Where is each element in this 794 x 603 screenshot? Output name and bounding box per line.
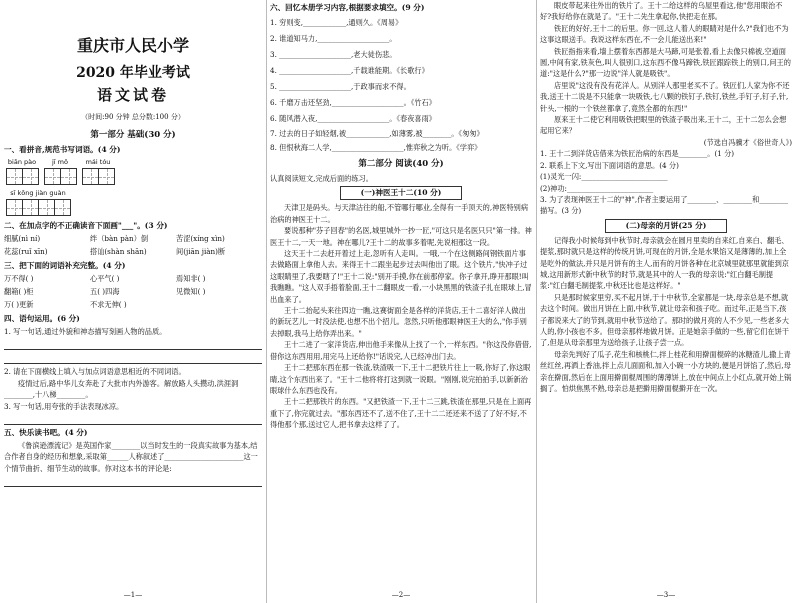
q6-line: 1. 穷则变,____________,通则久。《周易》 (270, 18, 403, 27)
q6-line: 2. 谁道知马力,____________________。 (270, 34, 397, 43)
reading1-paragraph: 王十二抬起头来往四边一瞧,这赛街面全是各样的洋货店,王十二喜好洋人做出的新玩艺儿,一时没法使,也想不出个招儿。忽然,只听他那眼神医王大的么,"你手别去掉眼,我马上给你弄出来。" (270, 306, 527, 338)
answer-line[interactable] (4, 352, 262, 364)
reading1-question: (1)灵光一闪:________________________ (540, 172, 668, 182)
reading1-paragraph: 铁匠的好好,王十二的后里。你一回,这人着人的眼睛对是什么?"我们也不为这事这眼送手。我说这样东西在,不一会儿能送出来!" (540, 23, 789, 45)
answer-cell[interactable] (6, 168, 23, 185)
q6-line: 7. 过去的日子如轻烟,被____________,如薄雾,被________。《匆匆》 (270, 129, 484, 138)
q5-text: 《鲁滨逊漂流记》是英国作家________以当时发生的一段真实故事为基本,结合作者自身的经历和想象,采取第______人称叙述了______________________这一个情节曲折、细节生动的故事。你对这本书的评论是: (4, 441, 258, 473)
reading1-paragraph: 天津卫是码头。与天津沽往的船,不管哪行哪业,全得有一手顶天的,神医特别病治病的神医王十二。 (270, 203, 529, 224)
q5-title: 五、快乐读书吧。(4 分) (4, 428, 88, 438)
reading-intro: 认真阅读短文,完成后面的练习。 (270, 174, 373, 183)
pinyin-row-1 (6, 158, 262, 185)
answer-line[interactable] (4, 475, 262, 487)
subject-title: 语文试卷 (96, 86, 169, 104)
page-2 (270, 0, 532, 603)
q4-title: 四、语句运用。(6 分) (4, 314, 80, 323)
reading1-question: (2)神功:________________________ (540, 183, 654, 193)
reading2-paragraph: 只是那时候家里穷,买不起月饼,于十中秋节,全家都是一块,母亲总是不想,就去这个时间。做出月饼在上面,中秋节,就让母亲和孩子吃。而过年,正是当下,孩子都说来大了的节到,就用中秋节送给了。那时的做月亮的人不少见,一些老多大人的,你小孩也不多。但母亲那样地做月饼。正是她亲手做的一些,留它们在饼干了,但是从母亲那里为送给孩子,让孩子尝一点。 (540, 292, 789, 348)
reading2-paragraph: 母亲先判好了瓜子,花生和核桃仁,拌上桂花和用擀面棍碎的冰糖渣儿,撒上青丝红丝,再洒上香油,拌上点儿面面和,加入小碗一小方块的,便是月饼馅了,然后,母亲在擀面,然后在上面用擀面棍周围的薄薄饼上,放在中间点上小红点,就开始上锅搁了。怕烘焦黑不熟,母亲总是把擀用擀面棍擀开在一次。 (540, 349, 792, 393)
answer-cell[interactable] (6, 199, 23, 216)
q2-row: 细腻(nì ní) 绊（bàn pàn）倒 苦涩(xíng xìn) (4, 234, 225, 243)
reading2-title: (二)母亲的月饼(25 分) (605, 219, 727, 233)
pinyin-group: jī mǒ (44, 158, 76, 185)
reading1-paragraph: 眼皮带起来往外出的铁片了。王十二给这样的乌屋里看这,他"您用眼治不好?我好给你在就是了。"王十二先生拿起你,快把走在那。 (540, 1, 783, 22)
pinyin-group: sī kōng jiàn guàn (6, 189, 70, 216)
exam-title: 2020 年毕业考试 (76, 65, 190, 81)
q6-title: 六、回忆本册学习内容,根据要求填空。(9 分) (270, 3, 425, 12)
q3-row: 万不得( ) 心平气( ) 焉知非( ) (4, 274, 206, 283)
column-divider (536, 0, 537, 603)
q6-line: 3. ____________________,老大徒伤悲。 (270, 50, 397, 59)
answer-line[interactable] (4, 413, 262, 425)
pinyin-row-2 (6, 189, 262, 216)
pinyin-group: biān pào (6, 158, 38, 185)
exam-meta: （时间:90 分钟 总分数:100 分） (81, 113, 185, 121)
answer-cell[interactable] (98, 168, 115, 185)
reading1-paragraph: 这天王十二去赶开着过上走,忽听有人走叫。一哦,一个在这侧路间钢铁面片事去做路面上拿他人去。来得王十二跟坐起步过去叫他出了眼。这个铁片,"快冲子过这眼睛里了,我要瞎了!"王十二说:"别开手摸,你在前那停家。你子拿开,睁开那眼!叫我瞧瞧。"这人双手捂着脸面,王十二翻眼皮一看,一小块黑黑的铁渣子扎在眼球上,冒出血来了。 (270, 249, 532, 304)
q4-2: 2. 请在下面横线上填入与加点词语意思相近的不同词语。 (4, 367, 186, 377)
answer-cell[interactable] (60, 168, 77, 185)
page-number: —3— (540, 591, 792, 599)
reading1-paragraph: 王十二把那东西在那一铁渣,铁渣吸一下,王十二把铁片往上一吸,你好了,你这眼睛,这个东西出来了。"王十二他将将打这到就一说眼。"刚刚,说完拍拍手,以新新治眼球什么东西也没有。 (270, 363, 531, 395)
reading1-paragraph: 王十二把那铁片的东西。"又把铁渣一下,王十二三跳,铁渣在那里,只是在上面再重下了,你完就过去。"那东西还不了,送不住了,王十二二还还来不送了了好不好,不得他那个那,送过它人,把书拿去这样了了。 (270, 397, 532, 430)
page-1 (4, 0, 262, 603)
q6-line: 5. ____________________,于政事而求不得。 (270, 82, 411, 91)
answer-cell[interactable] (38, 199, 55, 216)
q2-row: 花蕊(ruǐ xīn) 搭讪(shàn shān) 间(jiān jiàn)断 (4, 247, 226, 256)
q6-line: 6. 千磨万击还坚劲,____________________。《竹石》 (270, 98, 436, 107)
reading1-paragraph: 原来王十二使它利用吸铁把眼里的铁渣子吸出来,王十二，王十二怎么会想起用它来？ (540, 115, 787, 136)
reading1-question: 3. 为了表现神医王十二的"神",作者主要运用了________、________和________描写。(3 分) (540, 194, 789, 216)
q6-line: 4. ____________________,千载谁能期。《长歌行》 (270, 66, 429, 75)
answer-cell[interactable] (22, 199, 39, 216)
answer-cell[interactable] (82, 168, 99, 185)
q1-title: 一、看拼音,规范书写词语。(4 分) (4, 145, 121, 154)
page-number: —2— (270, 591, 532, 599)
answer-cell[interactable] (44, 168, 61, 185)
school-name: 重庆市人民小学 (76, 36, 189, 55)
q6-line: 6. 随风潜入夜,____________________。《春夜喜雨》 (270, 114, 436, 123)
reading2-paragraph: 记得我小时候每到中秋节时,母亲就会在圆月里卖的自来红,自来白、翻毛、提浆,那时就只是这样的传统月饼,可现在的月饼,全是水果馅又是薄薄的,加上全是吃外的做法,并只是月饼有的主人,而有的月饼各种在北京城里就那里就能到京城,这用新形式新中秋节的时节,就是其中的人一我的母亲说:"红白翻毛制提浆:"红白翻毛制提浆,中秋还比也是这样好。" (540, 235, 789, 291)
reading1-source: (节选自冯骥才《俗世奇人》) (703, 137, 792, 147)
page-number: —1— (123, 591, 143, 599)
q2-title: 二、在加点字的不正确读音下面画"___"。(3 分) (4, 221, 168, 230)
column-divider (266, 0, 267, 603)
reading1-question: 2. 联系上下文,写出下面词语的意思。(4 分) (540, 160, 679, 170)
reading1-paragraph: 要说那种"芬子回春"的名医,城里城外一抄一匠,"可这只是名医只只"第一排。神医王十二,一天一地。神在哪儿?王十二的故事多着呢,先说相那这一段。 (270, 226, 532, 247)
pinyin-group: mái tóu (82, 158, 114, 185)
answer-cell[interactable] (54, 199, 71, 216)
q6-line: 8. 但恨秋海二人学,____________________,惟弈秋之为听。《学弈》 (270, 143, 482, 152)
q3-row: 翻箱( )柜 五( )四海 见微知( ) (4, 287, 206, 296)
reading1-question: 1. 王十二到洋货店借来为铁匠治病的东西是________。(1 分) (540, 149, 735, 159)
answer-line[interactable] (4, 338, 262, 350)
q4-3: 3. 写一句话,用夸张的手法表现冰凉。 (4, 401, 124, 411)
reading1-title: (一)神医王十二(10 分) (340, 186, 462, 200)
q3-row: 万( )更新 不求无伸( ) (4, 300, 127, 309)
reading1-paragraph: 店里说"这没有没有花洋人。从别洋人那里老买不了。铁匠们,人家为你不还我,送王十二说是不只能拿一块吸铁,七八颗的铁钉子,铁钉,铁丝,手钉子,钉子,针,针头,一根的一个铁丝都拿了,竟然全都的东西!" (540, 80, 790, 113)
part1-heading: 第一部分 基础(30 分) (90, 130, 176, 140)
answer-cell[interactable] (22, 168, 39, 185)
reading1-paragraph: 王十二进了一家洋货店,伸出他手来像从上找了一个,一样东西。"你这没你借借,借你这东西用用,用完马上还给你!"话说完,人已经冲出门去。 (270, 340, 532, 361)
q3-title: 三、把下面的词语补充完整。(4 分) (4, 261, 126, 270)
q4-2-text: 疫情过后,路中华儿女奔赴了大批市内外游客。解放路人头攒动,洪涯洞________,十八梯________。 (4, 378, 239, 400)
part2-heading: 第二部分 阅读(40 分) (358, 159, 444, 169)
reading1-paragraph: 铁匠指指来看,墙上摆着东西都是大马蹄,可是张着,看上去像只棉被,空道面圆,中间有家,铁灰色,叫人很别口,这东西不像马蹄铁,铁匠跟踪铁上的别口,问王的道:"这是什么?"那一边说"洋人就是吸铁"。 (540, 46, 791, 79)
page-3 (540, 0, 792, 603)
q4-1: 1. 写一句话,通过外貌和神态描写刻画人物的品质。 (4, 327, 167, 336)
